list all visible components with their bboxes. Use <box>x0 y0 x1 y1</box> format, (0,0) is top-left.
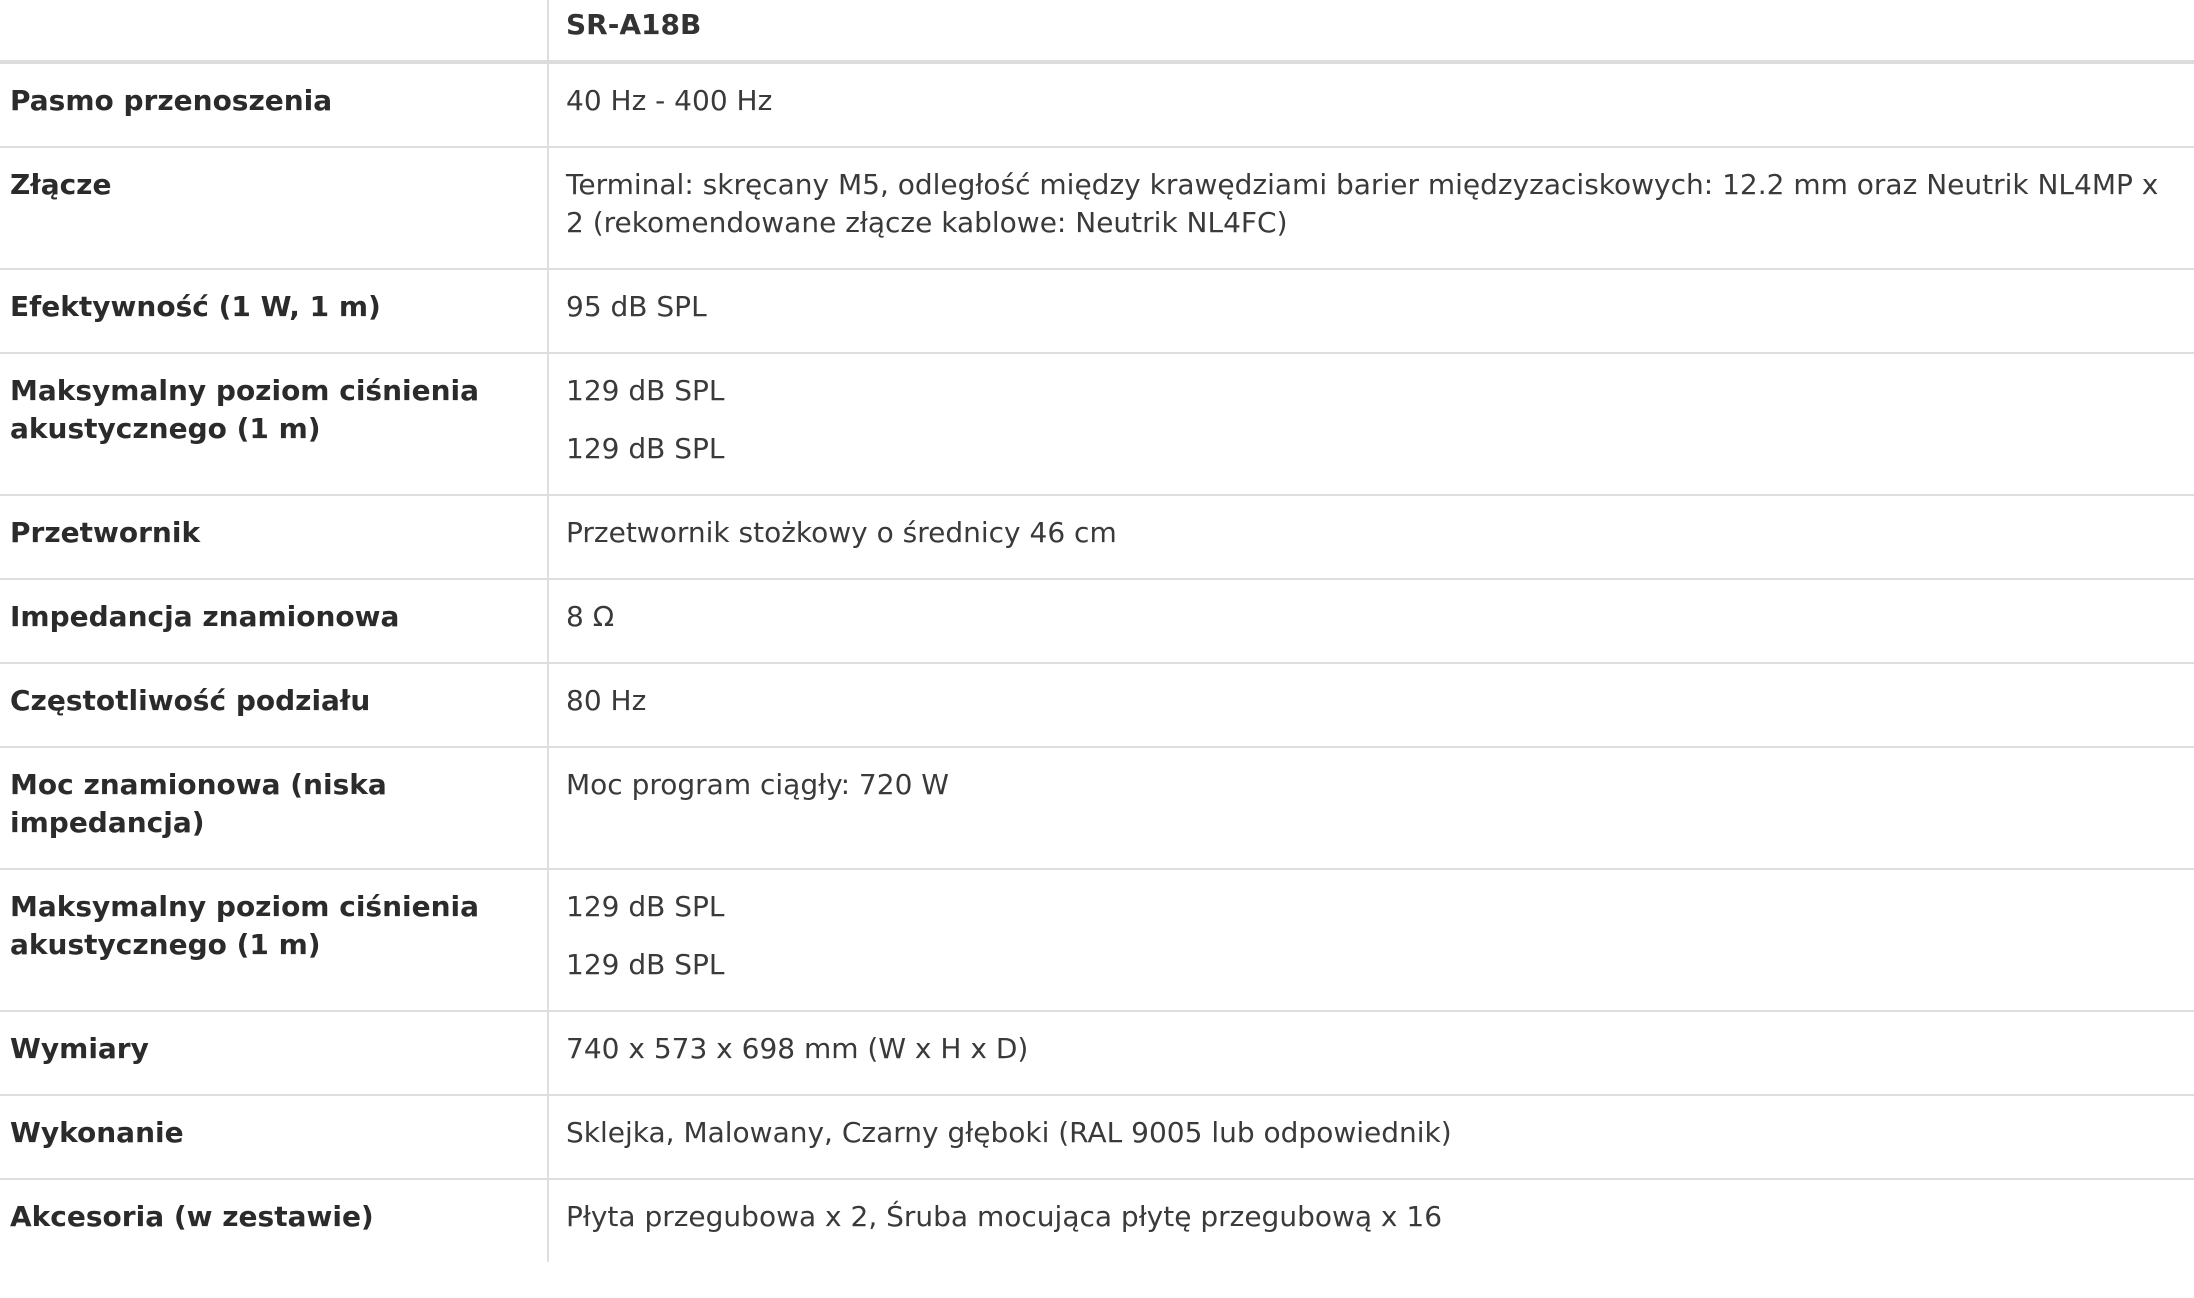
spec-value: 129 dB SPL <box>566 432 725 465</box>
spec-label: Przetwornik <box>0 495 548 579</box>
spec-value-cell <box>548 747 2194 869</box>
spec-row <box>0 1011 2194 1095</box>
spec-value-cell <box>548 62 2194 147</box>
spec-table-header <box>0 0 2194 62</box>
spec-value-cell <box>548 147 2194 269</box>
spec-value-cell <box>548 869 2194 1011</box>
spec-row <box>0 147 2194 269</box>
spec-row <box>0 495 2194 579</box>
spec-label: Moc znamionowa (niska impedancja) <box>0 747 548 869</box>
header-label-cell <box>0 0 548 62</box>
spec-row <box>0 869 2194 1011</box>
spec-value: Terminal: skręcany M5, odległość między krawędziami barier międzyzaciskowych: 12.2 mm oraz Neutrik NL4MP x 2 (rekomendowane złącze kablowe: Neutrik NL4FC) <box>566 168 2159 239</box>
spec-label: Maksymalny poziom ciśnienia akustycznego (1 m) <box>0 353 548 495</box>
spec-table-body <box>0 62 2194 1262</box>
spec-value: 80 Hz <box>566 684 647 717</box>
spec-label: Wykonanie <box>0 1095 548 1179</box>
spec-value: 129 dB SPL <box>566 374 725 407</box>
spec-value-cell <box>548 663 2194 747</box>
spec-row <box>0 579 2194 663</box>
spec-value: Sklejka, Malowany, Czarny głęboki (RAL 9005 lub odpowiednik) <box>566 1116 1452 1149</box>
spec-value-cell <box>548 1095 2194 1179</box>
spec-value: Przetwornik stożkowy o średnicy 46 cm <box>566 516 1117 549</box>
spec-value: 8 Ω <box>566 600 615 633</box>
spec-value-cell <box>548 269 2194 353</box>
spec-row <box>0 1179 2194 1262</box>
spec-label: Efektywność (1 W, 1 m) <box>0 269 548 353</box>
spec-row <box>0 1095 2194 1179</box>
spec-value: 129 dB SPL <box>566 948 725 981</box>
spec-label: Wymiary <box>0 1011 548 1095</box>
spec-value: 40 Hz - 400 Hz <box>566 84 773 117</box>
spec-label: Złącze <box>0 147 548 269</box>
spec-row <box>0 62 2194 147</box>
spec-value: Płyta przegubowa x 2, Śruba mocująca płytę przegubową x 16 <box>566 1200 1443 1233</box>
spec-value-cell <box>548 579 2194 663</box>
spec-value: 129 dB SPL <box>566 890 725 923</box>
spec-label: Pasmo przenoszenia <box>0 62 548 147</box>
spec-value-cell <box>548 1011 2194 1095</box>
header-row <box>0 0 2194 62</box>
spec-label: Maksymalny poziom ciśnienia akustycznego (1 m) <box>0 869 548 1011</box>
spec-value-cell <box>548 1179 2194 1262</box>
spec-label: Impedancja znamionowa <box>0 579 548 663</box>
spec-row <box>0 663 2194 747</box>
spec-value: 740 x 573 x 698 mm (W x H x D) <box>566 1032 1029 1065</box>
spec-row <box>0 353 2194 495</box>
spec-label: Akcesoria (w zestawie) <box>0 1179 548 1262</box>
spec-value: Moc program ciągły: 720 W <box>566 768 949 801</box>
spec-row <box>0 747 2194 869</box>
model-name-header: SR-A18B <box>548 0 2194 62</box>
spec-label: Częstotliwość podziału <box>0 663 548 747</box>
spec-value-cell <box>548 353 2194 495</box>
spec-row <box>0 269 2194 353</box>
spec-value-cell <box>548 495 2194 579</box>
spec-value: 95 dB SPL <box>566 290 707 323</box>
